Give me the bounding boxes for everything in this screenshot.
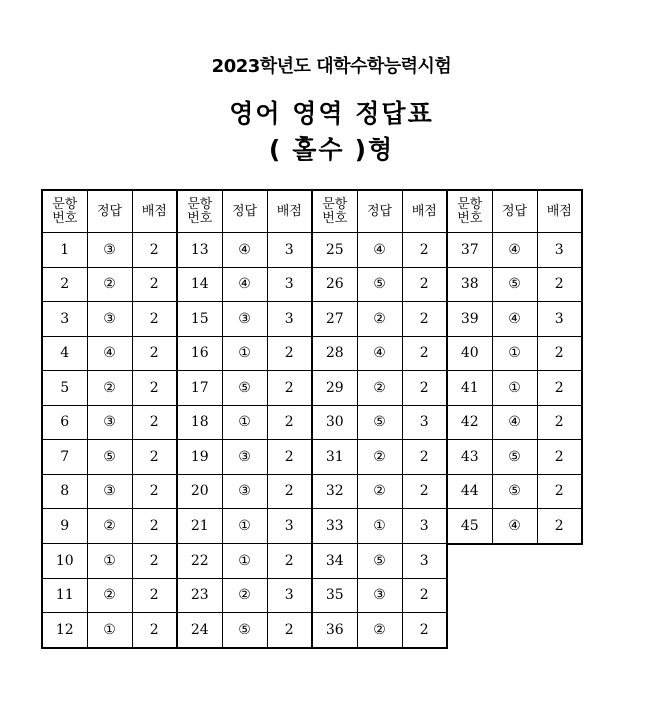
points-cell: 2 (132, 509, 177, 544)
points-cell: 2 (132, 544, 177, 579)
answer-cell: ② (87, 509, 132, 544)
answer-cell: ① (222, 405, 267, 440)
header-points-cell: 배점 (537, 190, 582, 233)
answer-cell: ⑤ (222, 371, 267, 406)
question-number-cell: 33 (312, 509, 357, 544)
empty-cell (447, 544, 492, 579)
points-cell: 2 (132, 302, 177, 337)
points-cell: 2 (267, 440, 312, 475)
table-row (42, 440, 582, 475)
points-cell: 3 (267, 302, 312, 337)
answer-cell: ⑤ (87, 440, 132, 475)
answer-cell: ③ (87, 405, 132, 440)
header-answer-cell: 정답 (87, 190, 132, 233)
answer-cell: ① (492, 371, 537, 406)
question-number-cell: 13 (177, 233, 222, 268)
points-cell: 3 (402, 509, 447, 544)
answer-cell: ② (222, 578, 267, 613)
table-row (42, 302, 582, 337)
points-cell: 2 (537, 371, 582, 406)
points-cell: 2 (402, 267, 447, 302)
points-cell: 2 (537, 474, 582, 509)
table-row (42, 371, 582, 406)
answer-cell: ② (357, 371, 402, 406)
empty-cell (492, 544, 537, 579)
points-cell: 3 (537, 233, 582, 268)
points-cell: 2 (537, 440, 582, 475)
answer-cell: ③ (87, 302, 132, 337)
question-number-cell: 7 (42, 440, 87, 475)
table-row (42, 578, 582, 613)
answer-cell: ① (87, 544, 132, 579)
header-answer-cell: 정답 (222, 190, 267, 233)
question-number-cell: 14 (177, 267, 222, 302)
question-number-cell: 38 (447, 267, 492, 302)
answer-cell: ④ (492, 509, 537, 544)
question-number-cell: 11 (42, 578, 87, 613)
points-cell: 2 (132, 336, 177, 371)
question-number-cell: 37 (447, 233, 492, 268)
answer-cell: ② (357, 440, 402, 475)
answer-cell: ⑤ (492, 267, 537, 302)
question-number-cell: 22 (177, 544, 222, 579)
form-open-paren: ( (268, 135, 283, 164)
points-cell: 2 (132, 233, 177, 268)
empty-cell (537, 613, 582, 648)
points-cell: 3 (267, 233, 312, 268)
answer-cell: ② (87, 267, 132, 302)
points-cell: 2 (132, 371, 177, 406)
question-number-cell: 27 (312, 302, 357, 337)
points-cell: 3 (267, 267, 312, 302)
question-number-cell: 20 (177, 474, 222, 509)
question-number-cell: 6 (42, 405, 87, 440)
header-number-label: 문항 (322, 196, 348, 212)
header-number-cell (42, 190, 87, 233)
header-number-label: 문항 (187, 196, 213, 212)
points-cell: 2 (267, 371, 312, 406)
points-cell: 2 (402, 440, 447, 475)
points-cell: 3 (267, 578, 312, 613)
question-number-cell: 42 (447, 405, 492, 440)
answer-cell: ⑤ (492, 474, 537, 509)
header-points-cell: 배점 (132, 190, 177, 233)
answer-cell: ④ (222, 267, 267, 302)
header-number-label: 번호 (187, 210, 213, 226)
points-cell: 2 (537, 405, 582, 440)
answer-cell: ① (222, 544, 267, 579)
header-number-label: 번호 (52, 210, 78, 226)
empty-cell (537, 578, 582, 613)
points-cell: 2 (132, 440, 177, 475)
question-number-cell: 45 (447, 509, 492, 544)
question-number-cell: 19 (177, 440, 222, 475)
question-number-cell: 26 (312, 267, 357, 302)
answer-cell: ① (222, 509, 267, 544)
points-cell: 2 (132, 267, 177, 302)
answer-cell: ① (87, 613, 132, 648)
question-number-cell: 9 (42, 509, 87, 544)
question-number-cell: 35 (312, 578, 357, 613)
points-cell: 2 (402, 336, 447, 371)
question-number-cell: 44 (447, 474, 492, 509)
answer-key-table (41, 189, 583, 649)
points-cell: 2 (537, 509, 582, 544)
question-number-cell: 17 (177, 371, 222, 406)
answer-cell: ⑤ (222, 613, 267, 648)
table-row (42, 267, 582, 302)
form-suffix: 형 (368, 135, 395, 164)
points-cell: 2 (267, 613, 312, 648)
header-number-label: 문항 (457, 196, 483, 212)
question-number-cell: 40 (447, 336, 492, 371)
exam-title: 2023학년도 대학수학능력시험 (211, 56, 452, 77)
answer-cell: ① (222, 336, 267, 371)
points-cell: 2 (267, 474, 312, 509)
header-number-cell (312, 190, 357, 233)
answer-cell: ⑤ (357, 544, 402, 579)
points-cell: 3 (267, 509, 312, 544)
table-row (42, 474, 582, 509)
empty-cell (537, 544, 582, 579)
answer-cell: ⑤ (492, 440, 537, 475)
answer-cell: ④ (222, 233, 267, 268)
answer-cell: ③ (222, 474, 267, 509)
question-number-cell: 39 (447, 302, 492, 337)
question-number-cell: 43 (447, 440, 492, 475)
question-number-cell: 23 (177, 578, 222, 613)
header-number-label: 번호 (457, 210, 483, 226)
header-number-cell (447, 190, 492, 233)
answer-cell: ④ (357, 336, 402, 371)
answer-cell: ③ (87, 233, 132, 268)
question-number-cell: 5 (42, 371, 87, 406)
question-number-cell: 1 (42, 233, 87, 268)
answer-cell: ④ (492, 302, 537, 337)
form-type (0, 130, 663, 166)
table-row (42, 509, 582, 544)
question-number-cell: 31 (312, 440, 357, 475)
points-cell: 2 (537, 336, 582, 371)
points-cell: 2 (132, 405, 177, 440)
answer-cell: ② (87, 578, 132, 613)
question-number-cell: 32 (312, 474, 357, 509)
question-number-cell: 36 (312, 613, 357, 648)
header-number-cell (177, 190, 222, 233)
points-cell: 2 (402, 613, 447, 648)
answer-key-body (42, 190, 582, 648)
question-number-cell: 8 (42, 474, 87, 509)
points-cell: 3 (402, 544, 447, 579)
question-number-cell: 24 (177, 613, 222, 648)
table-row (42, 544, 582, 579)
question-number-cell: 16 (177, 336, 222, 371)
points-cell: 2 (402, 578, 447, 613)
empty-cell (447, 578, 492, 613)
points-cell: 2 (537, 267, 582, 302)
answer-cell: ① (492, 336, 537, 371)
question-number-cell: 4 (42, 336, 87, 371)
answer-cell: ② (357, 302, 402, 337)
points-cell: 2 (402, 474, 447, 509)
header-points-cell: 배점 (402, 190, 447, 233)
answer-cell: ③ (222, 302, 267, 337)
question-number-cell: 41 (447, 371, 492, 406)
points-cell: 2 (402, 302, 447, 337)
question-number-cell: 30 (312, 405, 357, 440)
header-row (42, 190, 582, 233)
table-row (42, 336, 582, 371)
answer-cell: ② (357, 613, 402, 648)
form-name: 홀수 (292, 135, 345, 164)
header-number-label: 문항 (52, 196, 78, 212)
empty-cell (492, 613, 537, 648)
points-cell: 2 (267, 405, 312, 440)
question-number-cell: 15 (177, 302, 222, 337)
points-cell: 2 (132, 613, 177, 648)
question-number-cell: 34 (312, 544, 357, 579)
answer-cell: ② (357, 474, 402, 509)
points-cell: 3 (402, 405, 447, 440)
section-title: 영어 영역 정답표 (229, 99, 434, 128)
points-cell: 2 (267, 336, 312, 371)
question-number-cell: 21 (177, 509, 222, 544)
points-cell: 3 (537, 302, 582, 337)
question-number-cell: 3 (42, 302, 87, 337)
table-row (42, 613, 582, 648)
form-close-paren: ) (354, 135, 369, 164)
question-number-cell: 2 (42, 267, 87, 302)
question-number-cell: 29 (312, 371, 357, 406)
answer-cell: ④ (87, 336, 132, 371)
header-answer-cell: 정답 (492, 190, 537, 233)
header-number-label: 번호 (322, 210, 348, 226)
question-number-cell: 12 (42, 613, 87, 648)
answer-cell: ① (357, 509, 402, 544)
points-cell: 2 (402, 371, 447, 406)
answer-cell: ② (87, 371, 132, 406)
points-cell: 2 (132, 578, 177, 613)
answer-cell: ④ (492, 405, 537, 440)
question-number-cell: 18 (177, 405, 222, 440)
table-row (42, 405, 582, 440)
header-answer-cell: 정답 (357, 190, 402, 233)
answer-cell: ③ (357, 578, 402, 613)
answer-cell: ③ (222, 440, 267, 475)
empty-cell (492, 578, 537, 613)
question-number-cell: 28 (312, 336, 357, 371)
points-cell: 2 (402, 233, 447, 268)
answer-cell: ④ (357, 233, 402, 268)
points-cell: 2 (267, 544, 312, 579)
header-points-cell: 배점 (267, 190, 312, 233)
points-cell: 2 (132, 474, 177, 509)
answer-cell: ③ (87, 474, 132, 509)
answer-cell: ⑤ (357, 405, 402, 440)
question-number-cell: 25 (312, 233, 357, 268)
table-row (42, 233, 582, 268)
answer-cell: ④ (492, 233, 537, 268)
answer-cell: ⑤ (357, 267, 402, 302)
question-number-cell: 10 (42, 544, 87, 579)
empty-cell (447, 613, 492, 648)
